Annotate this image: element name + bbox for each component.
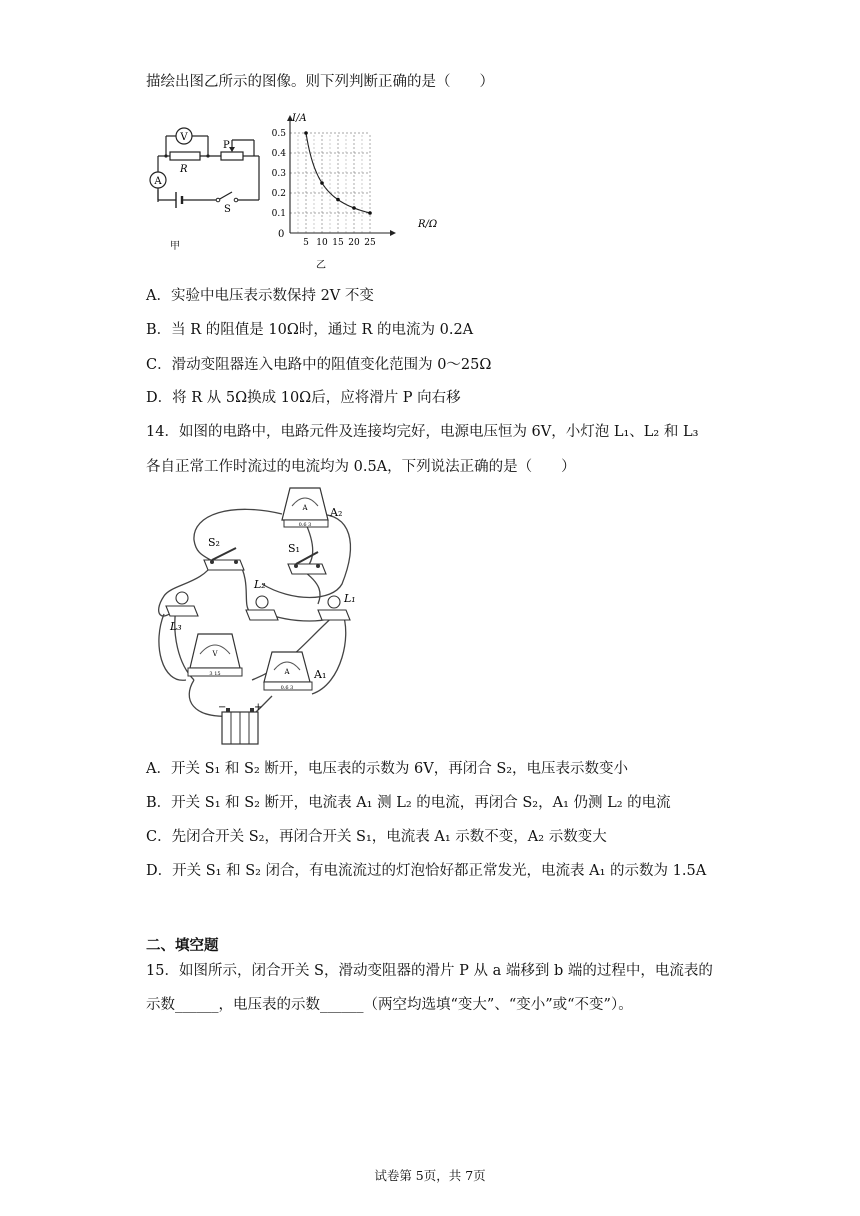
- chart-xtick-label: 5: [303, 238, 309, 248]
- fig-jia-label: 甲: [170, 241, 180, 252]
- switch-s1: [288, 552, 326, 574]
- q14-option-b: B．开关 S₁ 和 S₂ 断开，电流表 A₁ 测 L₂ 的电流，再闭合 S₂，A₁ 仍测 L₂ 的电流: [146, 795, 671, 811]
- ammeter-label: A: [154, 176, 162, 187]
- q14-text-line1: 14．如图的电路中，电路元件及连接均完好，电源电压恒为 6V，小灯泡 L₁、L₂ 和 L₃: [146, 424, 699, 440]
- chart-xlabel: R/Ω: [418, 219, 438, 230]
- voltmeter-label: V: [180, 132, 188, 143]
- battery-plus-label: +: [254, 702, 263, 713]
- ammeter-a1-scale: 0.6 3: [280, 685, 294, 691]
- q13-option-a: A．实验中电压表示数保持 2V 不变: [146, 288, 374, 304]
- label-s1: S₁: [288, 542, 300, 555]
- chart-xtick-label: 10: [316, 238, 328, 248]
- chart-point: [368, 211, 372, 215]
- voltmeter-symbol: V: [212, 650, 218, 658]
- q13-option-b: B．当 R 的阻值是 10Ω时，通过 R 的电流为 0.2A: [146, 322, 474, 338]
- switch-label: S: [224, 204, 231, 215]
- q14-option-c: C．先闭合开关 S₂，再闭合开关 S₁，电流表 A₁ 示数不变，A₂ 示数变大: [146, 829, 607, 845]
- q14-option-a: A．开关 S₁ 和 S₂ 断开，电压表的示数为 6V，再闭合 S₂，电压表示数变小: [146, 761, 629, 777]
- ammeter-a1: [264, 652, 312, 691]
- q13-intro: 描绘出图乙所示的图像。则下列判断正确的是（ ）: [146, 74, 494, 90]
- ammeter-a2-symbol: A: [302, 504, 308, 512]
- chart-point: [336, 198, 340, 202]
- lamp-l3: [166, 592, 198, 616]
- label-a2: A₂: [330, 506, 343, 519]
- chart-origin-label: 0: [278, 229, 285, 240]
- q14-option-d: D．开关 S₁ 和 S₂ 闭合，有电流流过的灯泡恰好都正常发光，电流表 A₁ 的示数为 1.5A: [146, 863, 707, 879]
- fig-yi-label: 乙: [316, 260, 326, 271]
- chart-ytick-label: 0.4: [271, 149, 286, 159]
- slider-label: P: [223, 140, 230, 151]
- q14-text-line2: 各自正常工作时流过的电流均为 0.5A，下列说法正确的是（ ）: [146, 459, 576, 475]
- chart-ytick-label: 0.3: [271, 169, 286, 179]
- resistor-label: R: [180, 164, 188, 175]
- chart-xtick-label: 20: [348, 238, 360, 248]
- chart-ylabel: I/A: [292, 113, 307, 124]
- battery-minus-label: −: [218, 702, 227, 713]
- lamp-l2: [246, 596, 278, 620]
- label-a1: A₁: [314, 668, 327, 681]
- label-l3: L₃: [170, 620, 182, 633]
- label-l2: L₂: [254, 578, 266, 591]
- ammeter-a1-symbol: A: [284, 668, 290, 676]
- label-l1: L₁: [344, 592, 356, 605]
- battery-pack: [222, 708, 258, 744]
- page-footer: 试卷第 5页，共 7页: [374, 1168, 486, 1183]
- chart-ytick-label: 0.2: [271, 189, 286, 199]
- chart-ytick-label: 0.5: [271, 129, 286, 139]
- chart-point: [304, 131, 308, 135]
- chart-x-arrow: [390, 230, 396, 236]
- q15-text-line2: 示数______，电压表的示数______（两空均选填“变大”、“变小”或“不变”）。: [146, 997, 633, 1013]
- current-resistance-chart: [266, 103, 448, 275]
- ammeter-a2: [282, 488, 328, 528]
- chart-point: [320, 181, 324, 185]
- chart-ytick-label: 0.1: [271, 209, 286, 219]
- q13-option-c: C．滑动变阻器连入电路中的阻值变化范围为 0～25Ω: [146, 357, 492, 373]
- chart-xtick-label: 15: [332, 238, 344, 248]
- chart-point: [352, 206, 356, 210]
- q15-text-line1: 15．如图所示，闭合开关 S，滑动变阻器的滑片 P 从 a 端移到 b 端的过程中，电流表的: [146, 963, 713, 979]
- voltmeter-scale: 3 15: [209, 671, 221, 677]
- section-title: 二、填空题: [146, 937, 219, 954]
- q13-option-d: D．将 R 从 5Ω换成 10Ω后，应将滑片 P 向右移: [146, 390, 461, 406]
- voltmeter: [188, 634, 242, 677]
- label-s2: S₂: [208, 536, 220, 549]
- chart-xtick-label: 25: [364, 238, 376, 248]
- physical-circuit-figure: [142, 484, 366, 752]
- circuit-diagram-jia: [146, 118, 268, 258]
- ammeter-a2-scale: 0.6 3: [298, 522, 312, 528]
